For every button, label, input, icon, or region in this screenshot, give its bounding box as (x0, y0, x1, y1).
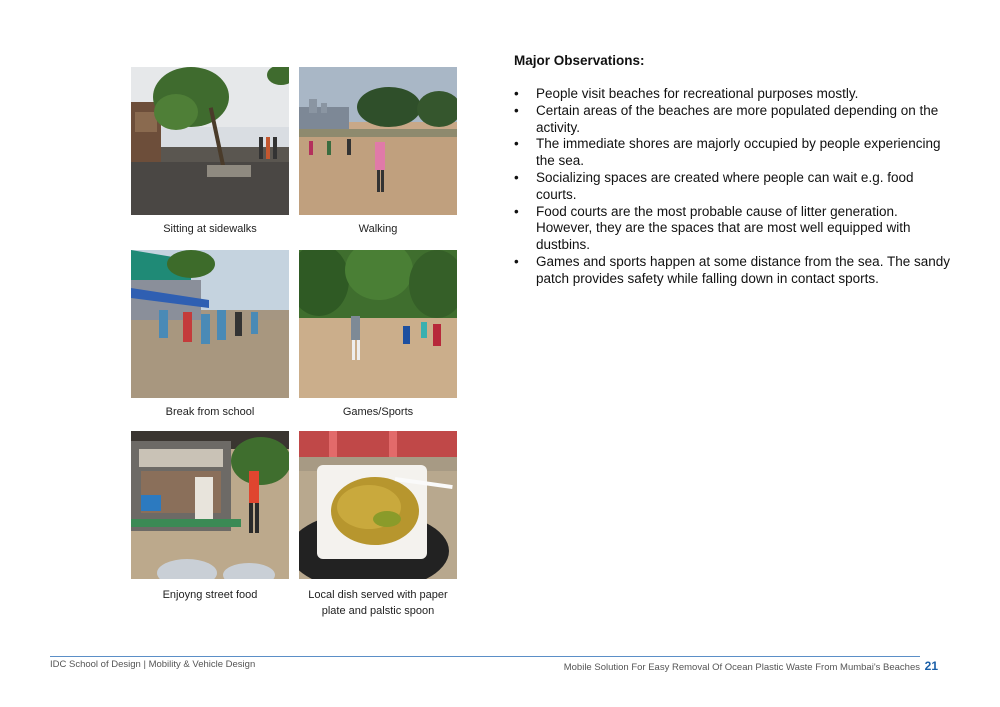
observation-text: Food courts are the most probable cause of litter generation. However, they are the spaces that are most well equipped with dustbins. (536, 203, 911, 253)
bullet: • (514, 203, 519, 219)
observation-text: Certain areas of the beaches are more populated depending on the activity. (536, 102, 939, 135)
photo-break-from-school (131, 250, 289, 398)
list-item (514, 254, 954, 288)
observation-text: Socializing spaces are created where people can wait e.g. food courts. (536, 169, 914, 202)
photo-local-dish (299, 431, 457, 579)
list-item (514, 86, 954, 103)
bullet: • (514, 169, 519, 185)
footer-project-title (564, 659, 938, 673)
photo-caption: Sitting at sidewalks (163, 223, 257, 235)
photo-games-sports (299, 250, 457, 398)
list-item (514, 103, 954, 137)
bullet: • (514, 86, 519, 101)
footer-institution: IDC School of Design | Mobility & Vehicle Design (50, 659, 256, 670)
page-number: 21 (924, 659, 938, 673)
photo-sitting-at-sidewalks (131, 67, 289, 215)
observations-title: Major Observations: (514, 53, 645, 68)
photo-caption: Enjoyng street food (162, 589, 258, 601)
photo-caption: Local dish served with paper plate and palstic spoon (308, 589, 448, 617)
observations-list (514, 86, 954, 288)
photo-caption: Games/Sports (342, 406, 414, 418)
observation-text: Games and sports happen at some distance from the sea. The sandy patch provides safety while falling down in contact sports. (536, 253, 950, 286)
photo-caption: Walking (358, 223, 398, 235)
photo-enjoying-street-food (131, 431, 289, 579)
list-item (514, 170, 954, 204)
observation-text: People visit beaches for recreational purposes mostly. (536, 86, 859, 101)
bullet: • (514, 102, 519, 118)
bullet: • (514, 136, 519, 152)
photo-caption: Break from school (165, 406, 255, 418)
list-item (514, 204, 954, 254)
footer-project-text: Mobile Solution For Easy Removal Of Ocean Plastic Waste From Mumbai's Beaches (563, 662, 920, 673)
footer-rule (50, 656, 920, 657)
bullet: • (514, 253, 519, 269)
photo-walking (299, 67, 457, 215)
observation-text: The immediate shores are majorly occupied by people experiencing the sea. (536, 136, 941, 169)
list-item (514, 136, 954, 170)
